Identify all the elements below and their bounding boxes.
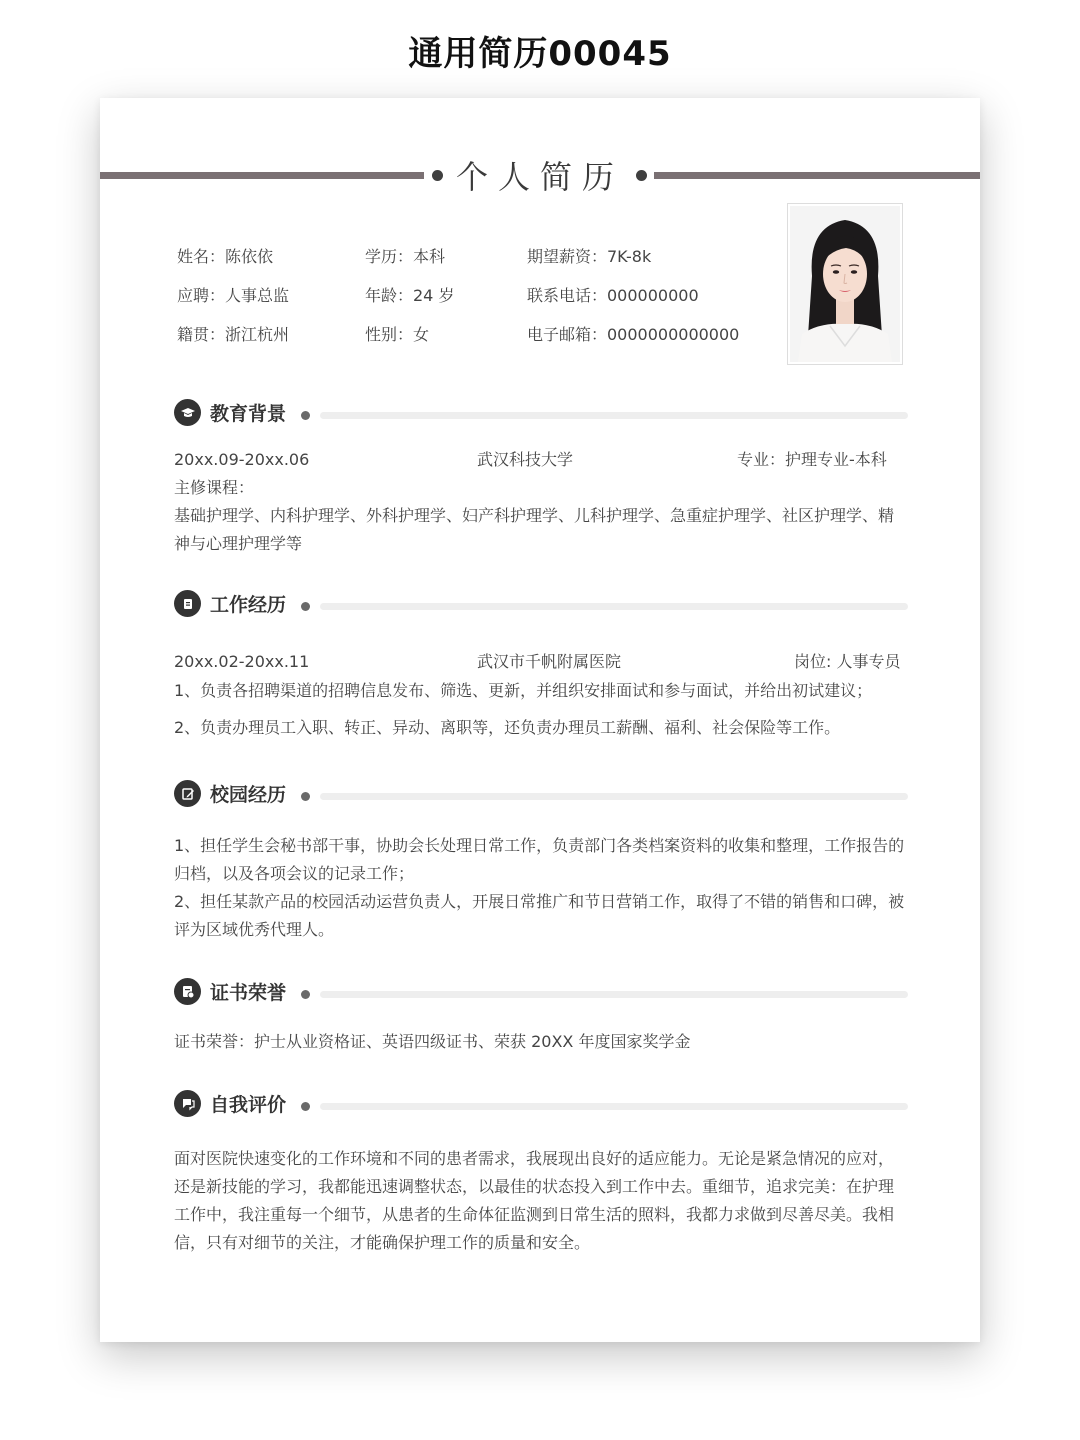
section-title: 校园经历	[210, 784, 287, 806]
resume-title: 个人简历	[455, 158, 624, 196]
section-divider	[320, 412, 908, 419]
education-courses: 基础护理学、内科护理学、外科护理学、妇产科护理学、儿科护理学、急重症护理学、社区护理学、精神与心理护理学等	[174, 506, 895, 553]
section-dot	[301, 990, 310, 999]
header-dot-left	[432, 170, 443, 181]
self-evaluation-text: 面对医院快速变化的工作环境和不同的患者需求，我展现出良好的适应能力。无论是紧急情况的应对，还是新技能的学习，我都能迅速调整状态，以最佳的状态投入到工作中去。重细节，追求完美：在护理工作中，我注重每一个细节，从患者的生命体征监测到日常生活的照料，我都力求做到尽善尽美。我相信，只有对细节的关注，才能确保护理工作的质量和安全。	[174, 1149, 895, 1252]
section-title: 工作经历	[210, 594, 287, 616]
header-bar-right	[654, 172, 980, 179]
resume-sheet	[100, 98, 980, 1342]
profile-photo	[787, 203, 903, 365]
section-divider	[320, 793, 908, 800]
section-dot	[301, 602, 310, 611]
section-header-campus	[174, 780, 908, 810]
work-period: 20xx.02-20xx.11	[174, 652, 310, 671]
campus-item-2: 2、担任某款产品的校园活动运营负责人，开展日常推广和节日营销工作，取得了不错的销售和口碑，被评为区域优秀代理人。	[174, 892, 905, 939]
info-hometown: 籍贯：浙江杭州	[177, 325, 290, 344]
page-title: 通用简历00045	[408, 34, 672, 74]
graduation-cap-icon	[174, 399, 201, 426]
work-company: 武汉市千帆附属医院	[477, 652, 622, 671]
header-dot-right	[636, 170, 647, 181]
edit-icon	[174, 780, 201, 807]
info-email: 电子邮箱：0000000000000	[527, 325, 740, 344]
section-header-work	[174, 590, 908, 620]
clipboard-icon	[174, 590, 201, 617]
section-divider	[320, 603, 908, 610]
section-title: 证书荣誉	[210, 982, 287, 1004]
chat-bubble-icon	[174, 1090, 201, 1117]
education-courses-label: 主修课程：	[174, 478, 255, 497]
section-divider	[320, 1103, 908, 1110]
work-item-1: 1、负责各招聘渠道的招聘信息发布、筛选、更新，并组织安排面试和参与面试，并给出初试建议；	[174, 681, 873, 700]
education-major: 专业：护理专业-本科	[737, 450, 887, 469]
work-item-2: 2、负责办理员工入职、转正、异动、离职等，还负责办理员工薪酬、福利、社会保险等工作。	[174, 718, 841, 737]
education-row	[174, 446, 906, 474]
education-period: 20xx.09-20xx.06	[174, 450, 310, 469]
section-dot	[301, 1102, 310, 1111]
header-bar-left	[100, 172, 424, 179]
campus-item-1: 1、担任学生会秘书部干事，协助会长处理日常工作，负责部门各类档案资料的收集和整理，工作报告的归档，以及各项会议的记录工作；	[174, 836, 905, 883]
section-divider	[320, 991, 908, 998]
section-dot	[301, 411, 310, 420]
info-phone: 联系电话：000000000	[527, 286, 699, 305]
info-gender: 性别：女	[365, 325, 430, 344]
certificate-icon	[174, 978, 201, 1005]
section-title: 教育背景	[210, 403, 287, 425]
education-school: 武汉科技大学	[477, 450, 574, 469]
info-name: 姓名：陈依依	[177, 247, 274, 266]
section-header-honors	[174, 978, 908, 1008]
section-dot	[301, 792, 310, 801]
info-age: 年龄：24 岁	[365, 286, 455, 305]
work-role: 岗位: 人事专员	[794, 652, 901, 671]
info-salary: 期望薪资：7K-8k	[527, 247, 652, 266]
info-education: 学历：本科	[365, 247, 446, 266]
info-position: 应聘：人事总监	[177, 286, 290, 305]
portrait-image	[790, 206, 900, 362]
section-title: 自我评价	[210, 1094, 287, 1116]
work-row	[174, 648, 906, 676]
section-header-education	[174, 399, 908, 429]
section-header-self	[174, 1090, 908, 1120]
honors-text: 证书荣誉：护士从业资格证、英语四级证书、荣获 20XX 年度国家奖学金	[174, 1032, 691, 1051]
